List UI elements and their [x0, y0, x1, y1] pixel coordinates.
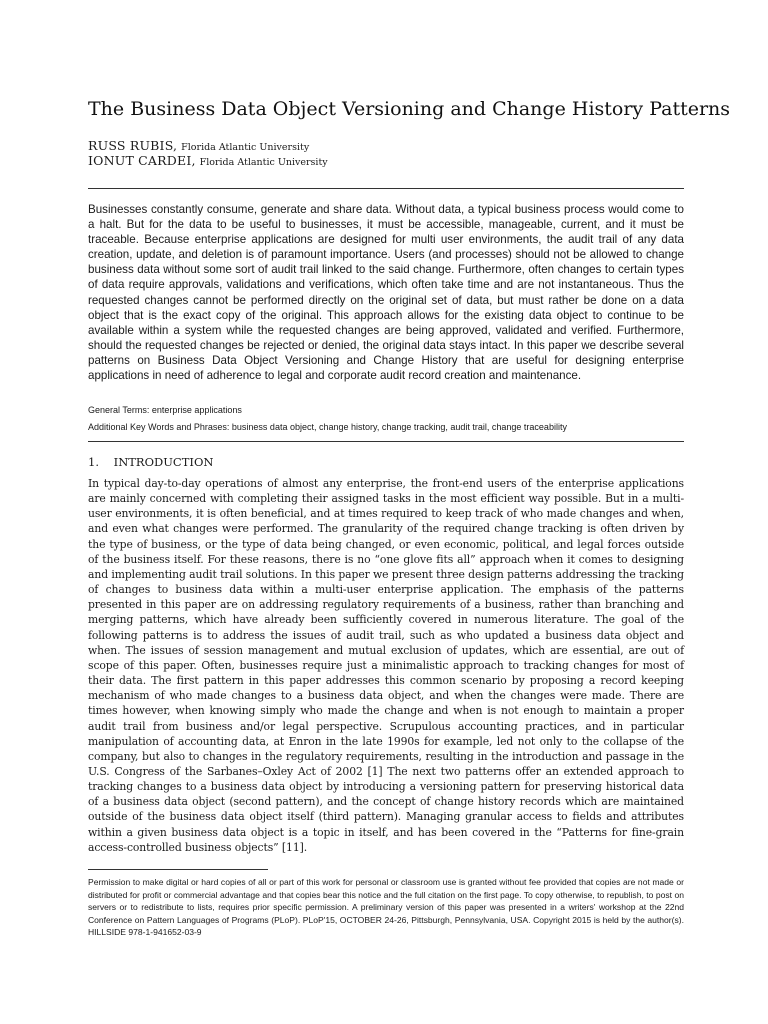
- abstract: Businesses constantly consume, generate and share data. Without data, a typical business process would come to a halt. But for the data to be useful to businesses, it must be accessible, manageable, current, and it must be traceable. Because enterprise applications are designed for multi user environments, the audit trail of any data creation, update, and deletion is of paramount importance. Users (and processes) should not be allowed to change business data without some sort of audit trail linked to the said change. Furthermore, often changes to certain types of data require approvals, validations and verifications, which often take time and are not instantaneous. Thus the requested changes cannot be performed directly on the original set of data, but must rather be done on a data object that is the exact copy of the original. This approach allows for the existing data object to continue to be available within a system while the requested changes are being approved, validated and verified. Furthermore, should the requested changes be rejected or denied, the original data stays intact. In this paper we describe several patterns on Business Data Object Versioning and Change History that are useful for designing enterprise applications in need of adherence to legal and corporate audit record creation and maintenance.: [88, 203, 684, 383]
- author-name: RUSS RUBIS,: [88, 138, 178, 153]
- abstract-rule: [88, 441, 684, 442]
- paper-page: [88, 0, 731, 1024]
- section-number: 1.: [88, 455, 99, 469]
- footnote: Permission to make digital or hard copies of all or part of this work for personal or classroom use is granted without fee provided that copies are not made or distributed for profit or commercial advantage and that copies bear this notice and the full citation on the first page. To copy otherwise, to republish, to post on servers or to redistribute to lists, requires prior specific permission. A preliminary version of this paper was presented in a writers' workshop at the 22nd Conference on Pattern Languages of Programs (PLoP). PLoP'15, OCTOBER 24-26, Pittsburgh, Pennsylvania, USA. Copyright 2015 is held by the author(s). HILLSIDE 978-1-941652-03-9: [88, 877, 684, 938]
- header-rule: [88, 188, 684, 189]
- author-2: [88, 153, 328, 171]
- paper-title: The Business Data Object Versioning and Change History Patterns: [88, 98, 731, 120]
- author-name: IONUT CARDEI,: [88, 153, 196, 168]
- general-terms: General Terms: enterprise applications: [88, 405, 242, 415]
- keywords: Additional Key Words and Phrases: business data object, change history, change tracking, audit trail, change traceability: [88, 422, 567, 432]
- section-heading: [88, 455, 213, 470]
- introduction-text: In typical day-to-day operations of almost any enterprise, the front-end users of the enterprise applications are mainly concerned with completing their assigned tasks in the most efficient way possible. But in a multi-user environments, it is often beneficial, and at times required to keep track of who made changes and when, and even what changes were performed. The granularity of the required change tracking is often driven by the type of business, or the type of data being changed, or even economic, political, and legal forces outside of the business itself. For these reasons, there is no “one glove fits all” approach when it comes to designing and implementing audit trail solutions. In this paper we present three design patterns addressing the tracking of changes to business data within a multi-user enterprise application. The emphasis of the patterns presented in this paper are on addressing regulatory requirements of a business, rather than branching and merging patterns, which have already been sufficiently covered in numerous literature. The goal of the following patterns is to address the issues of audit trail, such as who updated a business data object and when. The issues of session management and mutual exclusion of updates, which are essential, are out of scope of this paper. Often, businesses require just a minimalistic approach to tracking changes for most of their data. The first pattern in this paper addresses this common scenario by proposing a record keeping mechanism of who made changes to a business data object, and when the changes were made. There are times however, when knowing simply who made the change and when is not enough to maintain a proper audit trail from business and/or legal perspective. Scrupulous accounting practices, and in particular manipulation of accounting data, at Enron in the late 1990s for example, led not only to the collapse of the company, but also to changes in the regulatory requirements, resulting in the introduction and passage in the U.S. Congress of the Sarbanes–Oxley Act of 2002 [1] The next two patterns offer an extended approach to tracking changes to a business data object by introducing a versioning pattern for preserving historical data of a business data object (second pattern), and the concept of change history records which are maintained outside of the business data object itself (third pattern). Managing granular access to fields and attributes within a given business data object is a topic in itself, and has been covered in the “Patterns for fine-grain access-controlled business objects” [11].: [88, 477, 684, 854]
- footnote-rule: [88, 869, 268, 870]
- author-affiliation: Florida Atlantic University: [181, 142, 310, 153]
- author-affiliation: Florida Atlantic University: [199, 157, 328, 168]
- section-title: INTRODUCTION: [113, 455, 214, 469]
